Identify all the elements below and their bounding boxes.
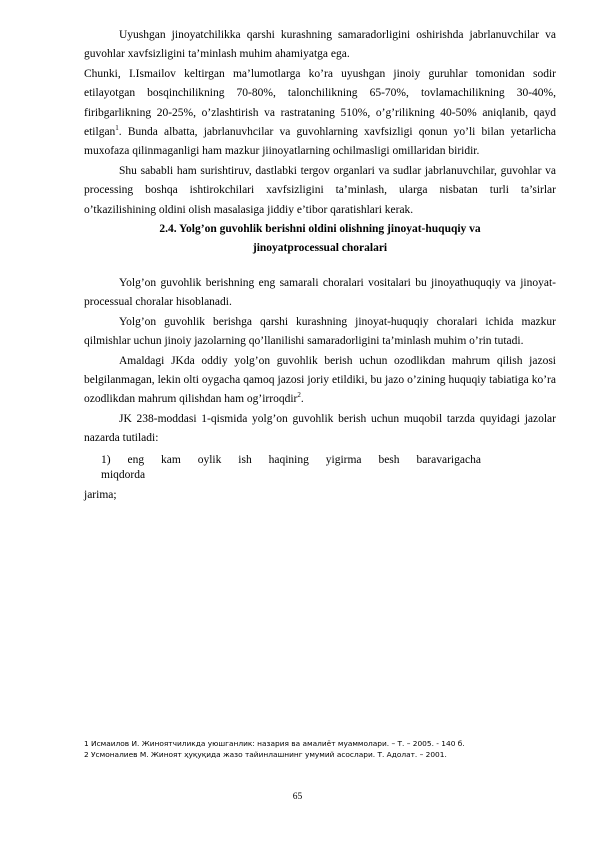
paragraph-6-text-a: Amaldagi JKda oddiy yolg’on guvohlik berish uchun ozodlikdan mahrum qilish jazosi belgilanmagan, lekin olti oygacha qamoq jazosi joriy etildiki, bu jazo o’zining huquqiy tabiatiga ko’ra ozodlikdan mahrum qilishdan ham og’irroqdir	[84, 354, 556, 406]
paragraph-5: Yolg’on guvohlik berishga qarshi kurashning jinoyat-huquqiy choralari ichida mazkur qilmishlar uchun jinoiy jazolarning qo’llanilishi samaradorligini ta’minlash muhim o’rin tutadi.	[84, 315, 556, 348]
section-heading-line-1: 2.4. Yolg’on guvohlik berishni oldini olishning jinoyat-huquqiy va	[159, 223, 481, 236]
footnote-ref-2[interactable]: 2	[297, 391, 301, 400]
footnote-2: 2 Усмоналиев М. Жиноят ҳуқуқида жазо тайинлашнинг умумий асослари. Т. Адолат. – 2001.	[84, 750, 447, 759]
paragraph-2-text-a: Chunki, I.Ismailov keltirgan ma’lumotlarga ko’ra uyushgan jinoiy guruhlar tomonidan sodir etilayotgan bosqinchilikning 70-80%, talonchilikning 65-70%, tovlamachilikning 30-40%, firibgarlikning 20-25%, o’zlashtirish va rastrataning 510%, o’g’rilikning 40-50% aniqlanib, qayd etilgan	[84, 67, 556, 139]
list-word: besh	[378, 453, 400, 466]
list-word: kam	[161, 453, 181, 466]
list-item-1-continuation: miqdorda	[101, 468, 146, 481]
paragraph-4: Yolg’on guvohlik berishning eng samarali choralari vositalari bu jinoyathuquqiy va jinoyat-processual choralar hisoblanadi.	[84, 276, 556, 309]
list-word: ish	[238, 453, 252, 466]
footnotes	[84, 738, 556, 760]
list-item-1	[101, 453, 481, 467]
list-word: yigirma	[325, 453, 362, 466]
footnote-1: 1 Исмаилов И. Жиноятчиликда уюшганлик: назария ва амалиёт муаммолари. – Т. – 2005. - 140 б.	[84, 739, 465, 748]
list-word: 1)	[101, 453, 111, 466]
main-text	[84, 26, 556, 503]
paragraph-7: JK 238-moddasi 1-qismida yolg’on guvohlik berish uchun muqobil tarzda quyidagi jazolar nazarda tutiladi:	[84, 412, 556, 445]
list-word: haqining	[268, 453, 309, 466]
paragraph-6-text-b: .	[300, 393, 304, 406]
section-heading-line-2: jinoyatprocessual choralari	[252, 242, 388, 255]
paragraph-1: Uyushgan jinoyatchilikka qarshi kurashning samaradorligini oshirishda jabrlanuvchilar va guvohlar xavfsizligini ta’minlash muhim ahamiyatga ega.	[84, 29, 556, 61]
list-word: eng	[127, 453, 145, 466]
list-word: baravarigacha	[416, 453, 481, 466]
section-heading	[84, 220, 556, 259]
list-item-1-words	[101, 453, 481, 467]
paragraph-3: Shu sababli ham surishtiruv, dastlabki tergov organlari va sudlar jabrlanuvchilar, guvohlar va processing boshqa ishtirokchilari xavfsizligini ta’minlash, ularga nisbatan turli ta’sirlar o’tkazilishining oldini olish masalasiga jiddiy e’tibor qaratishlari kerak.	[84, 164, 556, 216]
paragraph-2	[84, 65, 556, 162]
page-number: 65	[292, 792, 303, 802]
paragraph-6	[84, 352, 556, 410]
footnote-ref-1[interactable]: 1	[115, 124, 119, 133]
list-tail: jarima;	[84, 488, 117, 501]
paragraph-2-text-b: . Bunda albatta, jabrlanuvhcilar va guvohlarning xavfsizligi qonun yo’li bilan yetarlicha muxofaza qilinmaganligi ham mazkur jiinoyatlarning ochilmasligi omillaridan biridir.	[84, 126, 556, 158]
list-word: oylik	[197, 453, 222, 466]
